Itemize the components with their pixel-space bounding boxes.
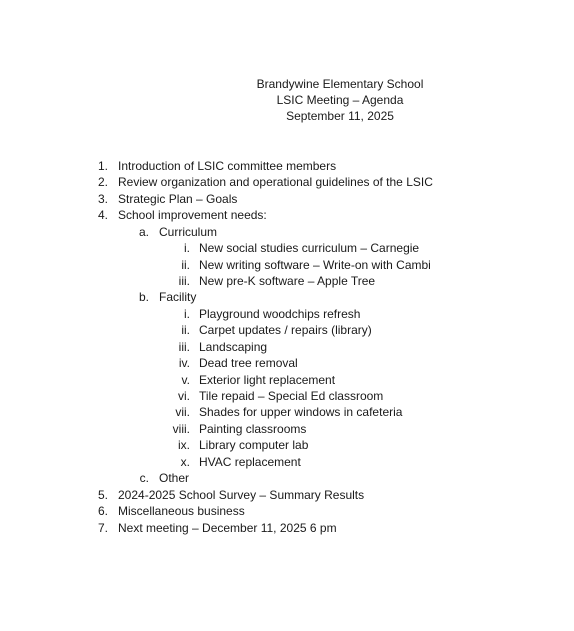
subsubitem-numeral: viii. bbox=[172, 422, 190, 436]
subsubitem-text: Library computer lab bbox=[199, 438, 309, 452]
subsubitem-numeral: i. bbox=[184, 241, 190, 255]
subsubitem-numeral: vii. bbox=[175, 405, 190, 419]
item-number: 4. bbox=[97, 208, 108, 222]
item-number: 7. bbox=[97, 521, 108, 535]
subsubitem-numeral: ii. bbox=[181, 258, 190, 272]
item-number: 1. bbox=[97, 159, 108, 173]
subsubitem-text: New social studies curriculum – Carnegie bbox=[199, 241, 420, 255]
item-text: Review organization and operational guidelines of the LSIC bbox=[118, 175, 433, 189]
subsubitem-numeral: ii. bbox=[181, 323, 190, 337]
subsubitem-text: New pre-K software – Apple Tree bbox=[199, 274, 376, 288]
item-text: Strategic Plan – Goals bbox=[118, 192, 238, 206]
item-text: Miscellaneous business bbox=[118, 504, 245, 518]
subsubitem-numeral: ix. bbox=[178, 438, 190, 452]
subsubitem-text: Tile repaid – Special Ed classroom bbox=[199, 389, 384, 403]
subitem-letter: b. bbox=[138, 290, 149, 304]
item-text: Next meeting – December 11, 2025 6 pm bbox=[118, 521, 337, 535]
item-text: School improvement needs: bbox=[118, 208, 267, 222]
subitem-text: Curriculum bbox=[159, 225, 218, 239]
meeting-date: September 11, 2025 bbox=[286, 109, 394, 123]
subsubitem-text: Carpet updates / repairs (library) bbox=[199, 323, 372, 337]
subsubitem-numeral: v. bbox=[181, 373, 190, 387]
subsubitem-text: Painting classrooms bbox=[199, 422, 307, 436]
subsubitem-numeral: iii. bbox=[178, 274, 190, 288]
subsubitem-text: Exterior light replacement bbox=[199, 373, 336, 387]
document-header bbox=[0, 76, 574, 124]
subsubitem-numeral: i. bbox=[184, 307, 190, 321]
subitem-text: Facility bbox=[159, 290, 197, 304]
subsubitem-text: Playground woodchips refresh bbox=[199, 307, 361, 321]
subsubitem-numeral: vi. bbox=[178, 389, 190, 403]
subsubitem-text: Landscaping bbox=[199, 340, 268, 354]
meeting-title: LSIC Meeting – Agenda bbox=[276, 93, 404, 107]
item-text: 2024-2025 School Survey – Summary Results bbox=[118, 488, 365, 502]
subsubitem-numeral: x. bbox=[180, 455, 190, 469]
item-number: 6. bbox=[97, 504, 108, 518]
subsubitem-numeral: iii. bbox=[178, 340, 190, 354]
item-number: 5. bbox=[97, 488, 108, 502]
subsubitem-numeral: iv. bbox=[178, 356, 190, 370]
item-number: 2. bbox=[97, 175, 108, 189]
subitem-letter: c. bbox=[139, 471, 149, 485]
school-name: Brandywine Elementary School bbox=[256, 77, 424, 91]
subitem-text: Other bbox=[159, 471, 190, 485]
item-number: 3. bbox=[97, 192, 108, 206]
subsubitem-text: Dead tree removal bbox=[199, 356, 298, 370]
item-text: Introduction of LSIC committee members bbox=[118, 159, 337, 173]
subsubitem-text: HVAC replacement bbox=[199, 455, 301, 469]
subitem-letter: a. bbox=[138, 225, 149, 239]
subsubitem-text: Shades for upper windows in cafeteria bbox=[199, 405, 403, 419]
subsubitem-text: New writing software – Write-on with Cambi bbox=[199, 258, 431, 272]
